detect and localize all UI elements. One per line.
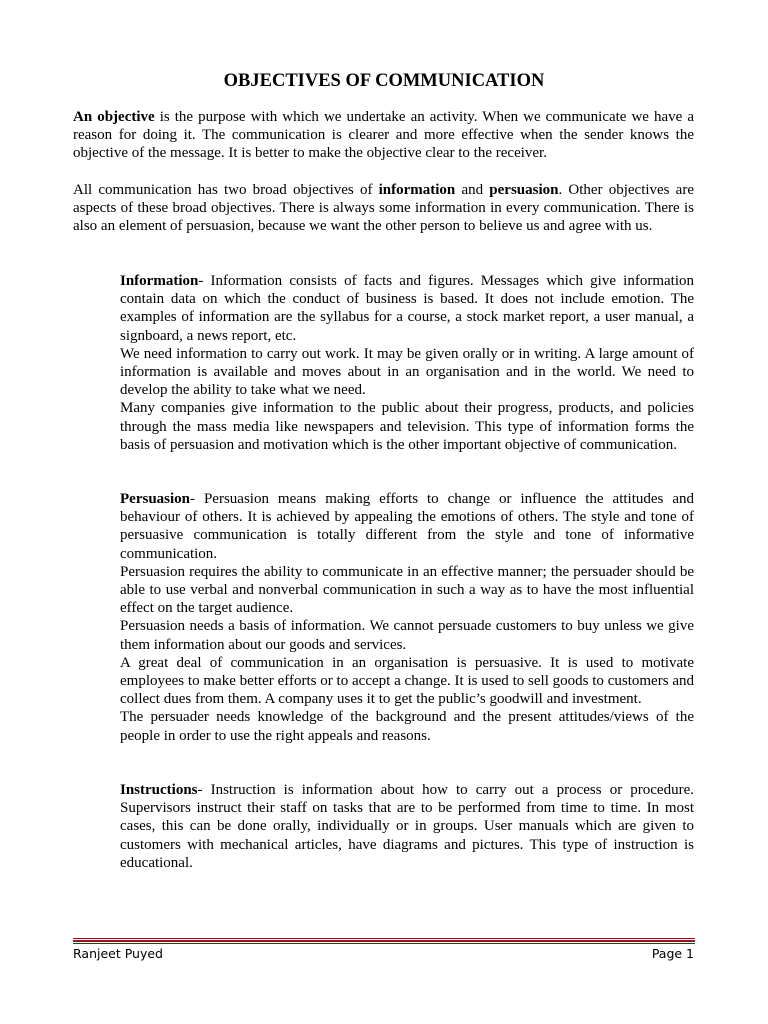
information-section [120, 272, 694, 454]
persuasion-term: persuasion [489, 182, 559, 198]
intro-paragraph-broad-objectives [73, 181, 694, 236]
information-term: information [378, 182, 456, 198]
instructions-text-1: - Instruction is information about how to carry out a process or procedure. Supervisors instruct their staff on tasks that are to be performed from time to time. In most cases, this can be done orally, individually or in groups. User manuals which are given to customers with mechanical articles, have diagrams and pictures. This type of instruction is educational. [120, 782, 694, 871]
intro2-part3: . Other objectives are aspects of these broad objectives. There is always some information in every communication. There is also an element of persuasion, because we want the other person to believe us and agree with us. [73, 182, 694, 235]
information-text-1: - Information consists of facts and figures. Messages which give information contain data on which the conduct of business is based. It does not include emotion. The examples of information are the syllabus for a course, a stock market report, a user manual, a signboard, a news report, etc. [120, 273, 694, 344]
footer-page-number: Page 1 [651, 946, 694, 961]
instructions-heading: Instructions [120, 782, 198, 798]
persuasion-paragraph-2: Persuasion requires the ability to communicate in an effective manner; the persuader should be able to use verbal and nonverbal communication in such a way as to have the most influential effect on the target audience. [120, 563, 694, 617]
persuasion-section [120, 490, 694, 745]
footer-author: Ranjeet Puyed [73, 946, 163, 961]
information-paragraph-3: Many companies give information to the public about their progress, products, and policies through the mass media like newspapers and television. This type of information forms the basis of persuasion and motivation which is the other important objective of communication. [120, 400, 694, 453]
instructions-paragraph-1 [120, 781, 694, 872]
objective-definition: is the purpose with which we undertake an activity. When we communicate we have a reason for doing it. The communication is clearer and more effective when the sender knows the objective of the message. It is better to make the objective clear to the receiver. [73, 109, 694, 162]
footer-divider [73, 938, 695, 944]
instructions-section [120, 781, 694, 872]
persuasion-paragraph-3: Persuasion needs a basis of information. We cannot persuade customers to buy unless we give them information about our goods and services. [120, 618, 694, 653]
persuasion-paragraph-5: The persuader needs knowledge of the background and the present attitudes/views of the people in order to use the right appeals and reasons. [120, 709, 694, 744]
objective-term: An objective [73, 109, 155, 125]
persuasion-heading: Persuasion [120, 491, 191, 507]
intro2-part1: All communication has two broad objectives of [73, 182, 379, 198]
persuasion-paragraph-4: A great deal of communication in an organisation is persuasive. It is used to motivate employees to make better efforts or to accept a change. It is used to sell goods to customers and collect dues from them. A company uses it to get the public’s goodwill and investment. [120, 654, 694, 708]
page-title: OBJECTIVES OF COMMUNICATION [223, 71, 545, 91]
information-heading: Information [120, 273, 199, 289]
information-paragraph-2: We need information to carry out work. It may be given orally or in writing. A large amount of information is available and moves about in an organisation and in the world. We need to develop the ability to take what we need. [120, 345, 694, 399]
information-paragraph-1 [120, 272, 694, 345]
intro2-part2: and [455, 182, 490, 198]
persuasion-text-1: - Persuasion means making efforts to change or influence the attitudes and behaviour of others. It is achieved by appealing the emotions of others. The style and tone of persuasive communication is totally different from the style and tone of informative communication. [120, 491, 694, 562]
persuasion-paragraph-1 [120, 490, 694, 563]
intro-paragraph-objective [73, 108, 694, 163]
